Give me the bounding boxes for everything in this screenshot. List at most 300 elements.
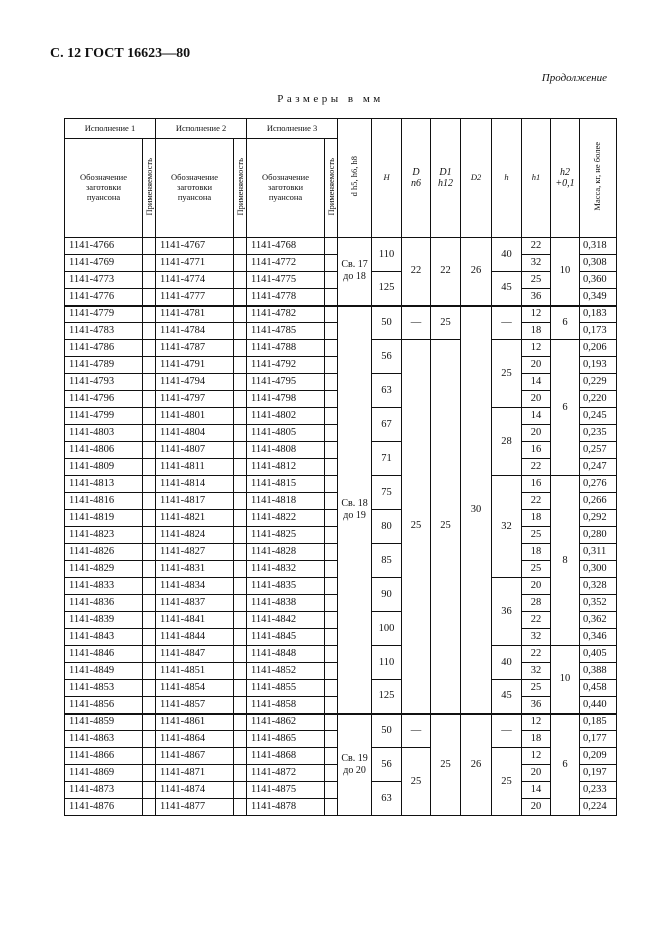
param-h1-cell: 14 — [522, 374, 551, 391]
applicability-cell — [325, 629, 338, 646]
designation-cell: 1141-4841 — [156, 612, 234, 629]
dimensions-table — [64, 118, 617, 816]
designation-cell: 1141-4771 — [156, 255, 234, 272]
applicability-cell — [325, 391, 338, 408]
designation-cell: 1141-4855 — [247, 680, 325, 697]
applicability-cell — [325, 255, 338, 272]
param-h-cell: 110 — [372, 646, 402, 680]
applicability-cell — [325, 442, 338, 459]
param-h-cell: — — [492, 714, 522, 748]
param-h-cell: 40 — [492, 646, 522, 680]
designation-cell: 1141-4877 — [156, 799, 234, 816]
param-h-cell: 63 — [372, 782, 402, 816]
designation-cell: 1141-4835 — [247, 578, 325, 595]
mass-cell: 0,177 — [580, 731, 617, 748]
applicability-cell — [143, 340, 156, 357]
param-d-cell: — — [402, 714, 431, 748]
applicability-cell — [143, 646, 156, 663]
mass-cell: 0,235 — [580, 425, 617, 442]
designation-cell: 1141-4833 — [65, 578, 143, 595]
designation-cell: 1141-4868 — [247, 748, 325, 765]
applicability-cell — [325, 731, 338, 748]
applicability-cell — [325, 357, 338, 374]
applicability-cell — [234, 255, 247, 272]
applicability-cell — [325, 289, 338, 306]
table-body — [65, 238, 617, 816]
applicability-cell — [325, 714, 338, 731]
param-h-cell: 36 — [492, 578, 522, 646]
applicability-cell — [143, 561, 156, 578]
designation-cell: 1141-4777 — [156, 289, 234, 306]
param-h1-cell: 20 — [522, 799, 551, 816]
mass-cell: 0,257 — [580, 442, 617, 459]
designation-cell: 1141-4787 — [156, 340, 234, 357]
applicability-cell — [143, 782, 156, 799]
designation-cell: 1141-4773 — [65, 272, 143, 289]
applicability-cell — [234, 306, 247, 323]
designation-cell: 1141-4837 — [156, 595, 234, 612]
param-h2-cell: 6 — [551, 306, 580, 340]
applicability-cell — [325, 493, 338, 510]
applicability-cell — [325, 544, 338, 561]
table-row — [65, 714, 617, 731]
param-h1-cell: 22 — [522, 612, 551, 629]
param-d-cell: Св. 19 до 20 — [338, 714, 372, 816]
designation-cell: 1141-4815 — [247, 476, 325, 493]
param-h1-cell: 22 — [522, 646, 551, 663]
applicability-cell — [234, 476, 247, 493]
designation-cell: 1141-4779 — [65, 306, 143, 323]
mass-cell: 0,318 — [580, 238, 617, 255]
designation-cell: 1141-4825 — [247, 527, 325, 544]
param-h-cell: 40 — [492, 238, 522, 272]
mass-cell: 0,183 — [580, 306, 617, 323]
param-h-cell: 32 — [492, 476, 522, 578]
designation-cell: 1141-4784 — [156, 323, 234, 340]
designation-cell: 1141-4849 — [65, 663, 143, 680]
col-d-header: d h5, h6, h8 — [338, 119, 372, 238]
param-h-cell: 25 — [492, 748, 522, 816]
param-h1-cell: 16 — [522, 442, 551, 459]
exec-2-applicability-header: Применяемость — [234, 139, 247, 238]
applicability-cell — [143, 663, 156, 680]
param-h-cell: — — [492, 306, 522, 340]
applicability-cell — [234, 510, 247, 527]
mass-cell: 0,346 — [580, 629, 617, 646]
param-h-cell: 75 — [372, 476, 402, 510]
designation-cell: 1141-4768 — [247, 238, 325, 255]
applicability-cell — [234, 374, 247, 391]
applicability-cell — [234, 289, 247, 306]
designation-cell: 1141-4869 — [65, 765, 143, 782]
applicability-cell — [325, 238, 338, 255]
applicability-cell — [143, 714, 156, 731]
param-h1-cell: 25 — [522, 680, 551, 697]
applicability-cell — [325, 425, 338, 442]
applicability-cell — [325, 663, 338, 680]
param-h1-cell: 16 — [522, 476, 551, 493]
mass-cell: 0,247 — [580, 459, 617, 476]
applicability-cell — [325, 323, 338, 340]
applicability-cell — [325, 476, 338, 493]
designation-cell: 1141-4786 — [65, 340, 143, 357]
designation-cell: 1141-4831 — [156, 561, 234, 578]
designation-cell: 1141-4847 — [156, 646, 234, 663]
applicability-cell — [234, 238, 247, 255]
param-h1-cell: 32 — [522, 663, 551, 680]
designation-cell: 1141-4804 — [156, 425, 234, 442]
designation-cell: 1141-4769 — [65, 255, 143, 272]
designation-cell: 1141-4816 — [65, 493, 143, 510]
mass-cell: 0,224 — [580, 799, 617, 816]
applicability-cell — [143, 629, 156, 646]
designation-cell: 1141-4808 — [247, 442, 325, 459]
designation-cell: 1141-4823 — [65, 527, 143, 544]
applicability-cell — [143, 442, 156, 459]
applicability-cell — [234, 680, 247, 697]
param-h1-cell: 20 — [522, 765, 551, 782]
applicability-cell — [234, 612, 247, 629]
applicability-cell — [234, 459, 247, 476]
designation-cell: 1141-4861 — [156, 714, 234, 731]
designation-cell: 1141-4853 — [65, 680, 143, 697]
designation-cell: 1141-4862 — [247, 714, 325, 731]
applicability-cell — [325, 612, 338, 629]
param-h-cell: 71 — [372, 442, 402, 476]
mass-cell: 0,405 — [580, 646, 617, 663]
designation-cell: 1141-4873 — [65, 782, 143, 799]
mass-cell: 0,328 — [580, 578, 617, 595]
param-d-cell: 25 — [402, 748, 431, 816]
param-h1-cell: 36 — [522, 289, 551, 306]
designation-cell: 1141-4766 — [65, 238, 143, 255]
param-h-cell: 90 — [372, 578, 402, 612]
mass-cell: 0,206 — [580, 340, 617, 357]
param-h2-cell: 6 — [551, 340, 580, 476]
param-h-cell: 80 — [372, 510, 402, 544]
mass-cell: 0,440 — [580, 697, 617, 714]
mass-cell: 0,360 — [580, 272, 617, 289]
param-d1-cell: 25 — [431, 306, 461, 340]
exec-3-designation-header: Обозначение заготовки пуансона — [247, 139, 325, 238]
designation-cell: 1141-4814 — [156, 476, 234, 493]
param-h2-cell: 10 — [551, 238, 580, 306]
applicability-cell — [325, 765, 338, 782]
designation-cell: 1141-4872 — [247, 765, 325, 782]
param-h2-cell: 8 — [551, 476, 580, 646]
applicability-cell — [143, 374, 156, 391]
param-d1-cell: 22 — [431, 238, 461, 306]
col-h-header: h — [492, 119, 522, 238]
applicability-cell — [143, 799, 156, 816]
applicability-cell — [234, 408, 247, 425]
mass-cell: 0,300 — [580, 561, 617, 578]
designation-cell: 1141-4843 — [65, 629, 143, 646]
applicability-cell — [234, 561, 247, 578]
mass-cell: 0,266 — [580, 493, 617, 510]
param-h-cell: 50 — [372, 306, 402, 340]
applicability-cell — [234, 442, 247, 459]
designation-cell: 1141-4772 — [247, 255, 325, 272]
applicability-cell — [325, 306, 338, 323]
designation-cell: 1141-4798 — [247, 391, 325, 408]
applicability-cell — [143, 357, 156, 374]
applicability-cell — [325, 799, 338, 816]
designation-cell: 1141-4852 — [247, 663, 325, 680]
designation-cell: 1141-4874 — [156, 782, 234, 799]
applicability-cell — [234, 697, 247, 714]
param-h1-cell: 22 — [522, 459, 551, 476]
applicability-cell — [143, 544, 156, 561]
applicability-cell — [325, 561, 338, 578]
col-D2-header: D2 — [461, 119, 492, 238]
param-h1-cell: 22 — [522, 238, 551, 255]
param-d2-cell: 30 — [461, 306, 492, 714]
applicability-cell — [234, 646, 247, 663]
applicability-cell — [234, 425, 247, 442]
param-h1-cell: 28 — [522, 595, 551, 612]
param-h-cell: 45 — [492, 272, 522, 306]
applicability-cell — [143, 425, 156, 442]
applicability-cell — [143, 510, 156, 527]
applicability-cell — [234, 391, 247, 408]
designation-cell: 1141-4828 — [247, 544, 325, 561]
applicability-cell — [234, 782, 247, 799]
designation-cell: 1141-4789 — [65, 357, 143, 374]
designation-cell: 1141-4806 — [65, 442, 143, 459]
mass-cell: 0,311 — [580, 544, 617, 561]
applicability-cell — [325, 272, 338, 289]
param-h1-cell: 12 — [522, 714, 551, 731]
applicability-cell — [143, 527, 156, 544]
mass-cell: 0,197 — [580, 765, 617, 782]
applicability-cell — [234, 323, 247, 340]
applicability-cell — [234, 765, 247, 782]
applicability-cell — [143, 323, 156, 340]
exec-1-designation-header: Обозначение заготовки пуансона — [65, 139, 143, 238]
designation-cell: 1141-4876 — [65, 799, 143, 816]
exec-2-designation-header: Обозначение заготовки пуансона — [156, 139, 234, 238]
param-h-cell: 25 — [492, 340, 522, 408]
designation-cell: 1141-4781 — [156, 306, 234, 323]
designation-cell: 1141-4782 — [247, 306, 325, 323]
applicability-cell — [325, 527, 338, 544]
designation-cell: 1141-4802 — [247, 408, 325, 425]
designation-cell: 1141-4839 — [65, 612, 143, 629]
param-h1-cell: 18 — [522, 510, 551, 527]
param-h1-cell: 18 — [522, 544, 551, 561]
sizes-caption: Размеры в мм — [277, 93, 384, 105]
param-h1-cell: 20 — [522, 357, 551, 374]
mass-cell: 0,229 — [580, 374, 617, 391]
designation-cell: 1141-4834 — [156, 578, 234, 595]
applicability-cell — [234, 714, 247, 731]
designation-cell: 1141-4845 — [247, 629, 325, 646]
applicability-cell — [234, 663, 247, 680]
param-h1-cell: 20 — [522, 425, 551, 442]
param-h1-cell: 25 — [522, 527, 551, 544]
designation-cell: 1141-4797 — [156, 391, 234, 408]
designation-cell: 1141-4832 — [247, 561, 325, 578]
applicability-cell — [143, 476, 156, 493]
designation-cell: 1141-4836 — [65, 595, 143, 612]
mass-cell: 0,193 — [580, 357, 617, 374]
param-d2-cell: 26 — [461, 714, 492, 816]
applicability-cell — [234, 357, 247, 374]
param-h1-cell: 25 — [522, 272, 551, 289]
mass-cell: 0,349 — [580, 289, 617, 306]
applicability-cell — [143, 493, 156, 510]
designation-cell: 1141-4864 — [156, 731, 234, 748]
table-row — [65, 306, 617, 323]
designation-cell: 1141-4865 — [247, 731, 325, 748]
designation-cell: 1141-4842 — [247, 612, 325, 629]
col-D1-header: D1 h12 — [431, 119, 461, 238]
col-H-header: H — [372, 119, 402, 238]
applicability-cell — [143, 595, 156, 612]
designation-cell: 1141-4775 — [247, 272, 325, 289]
param-h1-cell: 20 — [522, 391, 551, 408]
param-h1-cell: 12 — [522, 306, 551, 323]
table-row — [65, 238, 617, 255]
col-h1-header: h1 — [522, 119, 551, 238]
applicability-cell — [325, 595, 338, 612]
designation-cell: 1141-4829 — [65, 561, 143, 578]
col-D-header: D n6 — [402, 119, 431, 238]
applicability-cell — [234, 731, 247, 748]
designation-cell: 1141-4778 — [247, 289, 325, 306]
designation-cell: 1141-4812 — [247, 459, 325, 476]
designation-cell: 1141-4859 — [65, 714, 143, 731]
designation-cell: 1141-4811 — [156, 459, 234, 476]
mass-cell: 0,308 — [580, 255, 617, 272]
designation-cell: 1141-4838 — [247, 595, 325, 612]
applicability-cell — [143, 238, 156, 255]
applicability-cell — [234, 544, 247, 561]
designation-cell: 1141-4767 — [156, 238, 234, 255]
applicability-cell — [143, 748, 156, 765]
param-h1-cell: 36 — [522, 697, 551, 714]
designation-cell: 1141-4803 — [65, 425, 143, 442]
mass-cell: 0,233 — [580, 782, 617, 799]
param-h1-cell: 25 — [522, 561, 551, 578]
designation-cell: 1141-4783 — [65, 323, 143, 340]
param-h-cell: 63 — [372, 374, 402, 408]
applicability-cell — [325, 510, 338, 527]
designation-cell: 1141-4799 — [65, 408, 143, 425]
exec-3-applicability-header: Применяемость — [325, 139, 338, 238]
param-h-cell: 56 — [372, 748, 402, 782]
param-h1-cell: 12 — [522, 748, 551, 765]
applicability-cell — [325, 459, 338, 476]
col-mass-header: Масса, кг, не более — [580, 119, 617, 238]
applicability-cell — [325, 680, 338, 697]
param-d1-cell: 25 — [431, 714, 461, 816]
applicability-cell — [234, 272, 247, 289]
designation-cell: 1141-4848 — [247, 646, 325, 663]
designation-cell: 1141-4795 — [247, 374, 325, 391]
designation-cell: 1141-4794 — [156, 374, 234, 391]
param-h1-cell: 14 — [522, 408, 551, 425]
param-h2-cell: 10 — [551, 646, 580, 714]
designation-cell: 1141-4844 — [156, 629, 234, 646]
applicability-cell — [143, 255, 156, 272]
applicability-cell — [234, 799, 247, 816]
designation-cell: 1141-4846 — [65, 646, 143, 663]
mass-cell: 0,352 — [580, 595, 617, 612]
param-d2-cell: 26 — [461, 238, 492, 306]
mass-cell: 0,185 — [580, 714, 617, 731]
applicability-cell — [143, 697, 156, 714]
designation-cell: 1141-4824 — [156, 527, 234, 544]
designation-cell: 1141-4788 — [247, 340, 325, 357]
param-d1-cell: 25 — [431, 340, 461, 714]
designation-cell: 1141-4774 — [156, 272, 234, 289]
applicability-cell — [143, 578, 156, 595]
exec-2-header: Исполнение 2 — [156, 119, 247, 139]
param-h-cell: 50 — [372, 714, 402, 748]
designation-cell: 1141-4805 — [247, 425, 325, 442]
designation-cell: 1141-4776 — [65, 289, 143, 306]
designation-cell: 1141-4809 — [65, 459, 143, 476]
param-h1-cell: 32 — [522, 629, 551, 646]
mass-cell: 0,280 — [580, 527, 617, 544]
mass-cell: 0,292 — [580, 510, 617, 527]
applicability-cell — [325, 374, 338, 391]
designation-cell: 1141-4791 — [156, 357, 234, 374]
designation-cell: 1141-4817 — [156, 493, 234, 510]
designation-cell: 1141-4866 — [65, 748, 143, 765]
designation-cell: 1141-4796 — [65, 391, 143, 408]
applicability-cell — [143, 459, 156, 476]
param-d-cell: Св. 18 до 19 — [338, 306, 372, 714]
param-h2-cell: 6 — [551, 714, 580, 816]
designation-cell: 1141-4826 — [65, 544, 143, 561]
param-h-cell: 125 — [372, 680, 402, 714]
mass-cell: 0,362 — [580, 612, 617, 629]
param-h1-cell: 14 — [522, 782, 551, 799]
param-h-cell: 56 — [372, 340, 402, 374]
param-d-cell: Св. 17 до 18 — [338, 238, 372, 306]
applicability-cell — [234, 595, 247, 612]
applicability-cell — [143, 391, 156, 408]
applicability-cell — [143, 306, 156, 323]
designation-cell: 1141-4793 — [65, 374, 143, 391]
applicability-cell — [143, 272, 156, 289]
applicability-cell — [325, 748, 338, 765]
page-title: С. 12 ГОСТ 16623—80 — [50, 46, 191, 61]
designation-cell: 1141-4854 — [156, 680, 234, 697]
param-d-cell: — — [402, 306, 431, 340]
param-h-cell: 28 — [492, 408, 522, 476]
param-h1-cell: 18 — [522, 323, 551, 340]
applicability-cell — [143, 408, 156, 425]
param-d-cell: 25 — [402, 340, 431, 714]
mass-cell: 0,245 — [580, 408, 617, 425]
param-h1-cell: 32 — [522, 255, 551, 272]
applicability-cell — [143, 289, 156, 306]
applicability-cell — [143, 765, 156, 782]
applicability-cell — [325, 408, 338, 425]
continuation-label: Продолжение — [541, 72, 607, 84]
col-h2-header: h2 +0,1 — [551, 119, 580, 238]
exec-1-header: Исполнение 1 — [65, 119, 156, 139]
designation-cell: 1141-4822 — [247, 510, 325, 527]
param-h1-cell: 22 — [522, 493, 551, 510]
applicability-cell — [143, 731, 156, 748]
applicability-cell — [325, 646, 338, 663]
designation-cell: 1141-4801 — [156, 408, 234, 425]
